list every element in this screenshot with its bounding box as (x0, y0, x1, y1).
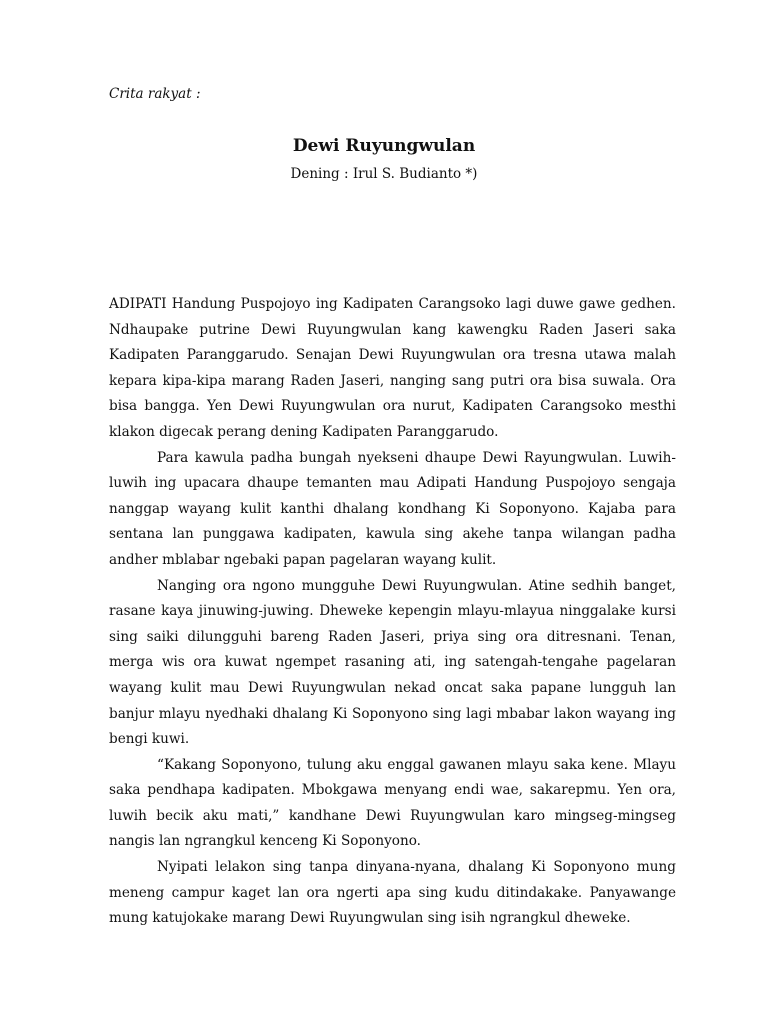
page-title: Dewi Ruyungwulan (292, 136, 476, 156)
paragraph-3: Nanging ora ngono mungguhe Dewi Ruyungwulan. Atine sedhih banget, rasane kaya jinuwing-juwing. Dheweke kepengin mlayu-mlayua ninggalake kursi sing saiki dilungguhi bareng Raden Jaseri, priya sing ora ditresnani. Tenan, merga wis ora kuwat ngempet rasaning ati, ing satengah-tengahe pagelaran wayang kulit mau Dewi Ruyungwulan nekad oncat saka papane lungguh lan banjur mlayu nyedhaki dhalang Ki Soponyono sing lagi mbabar lakon wayang ing bengi kuwi. (109, 577, 676, 748)
paragraph-4: “Kakang Soponyono, tulung aku enggal gawanen mlayu saka kene. Mlayu saka pendhapa kadipaten. Mbokgawa menyang endi wae, sakarepmu. Yen ora, luwih becik aku mati,” kandhane Dewi Ruyungwulan karo mingseg-mingseg nangis lan ngrangkul kenceng Ki Soponyono. (109, 756, 676, 850)
paragraph-5: Nyipati lelakon sing tanpa dinyana-nyana, dhalang Ki Soponyono mung meneng campur kaget lan ora ngerti apa sing kudu ditindakake. Panyawange mung katujokake marang Dewi Ruyungwulan sing isih ngrangkul dheweke. (109, 859, 676, 927)
paragraph-2: Para kawula padha bungah nyekseni dhaupe Dewi Rayungwulan. Luwih-luwih ing upacara dhaupe temanten mau Adipati Handung Puspojoyo sengaja nanggap wayang kulit kanthi dhalang kondhang Ki Soponyono. Kajaba para sentana lan punggawa kadipaten, kawula sing akehe tanpa wilangan padha andher mblabar ngebaki papan pagelaran wayang kulit. (109, 449, 676, 568)
genre-label: Crita rakyat : (109, 86, 201, 102)
paragraph-1: ADIPATI Handung Puspojoyo ing Kadipaten Carangsoko lagi duwe gawe gedhen. Ndhaupake putrine Dewi Ruyungwulan kang kawengku Raden Jaseri saka Kadipaten Paranggarudo. Senajan Dewi Ruyungwulan ora tresna utawa malah kepara kipa-kipa marang Raden Jaseri, nanging sang putri ora bisa suwala. Ora bisa bangga. Yen Dewi Ruyungwulan ora nurut, Kadipaten Carangsoko mesthi klakon digecak perang dening Kadipaten Paranggarudo. (109, 296, 676, 440)
author-byline: Dening : Irul S. Budianto *) (290, 166, 478, 182)
story-body (109, 292, 676, 932)
